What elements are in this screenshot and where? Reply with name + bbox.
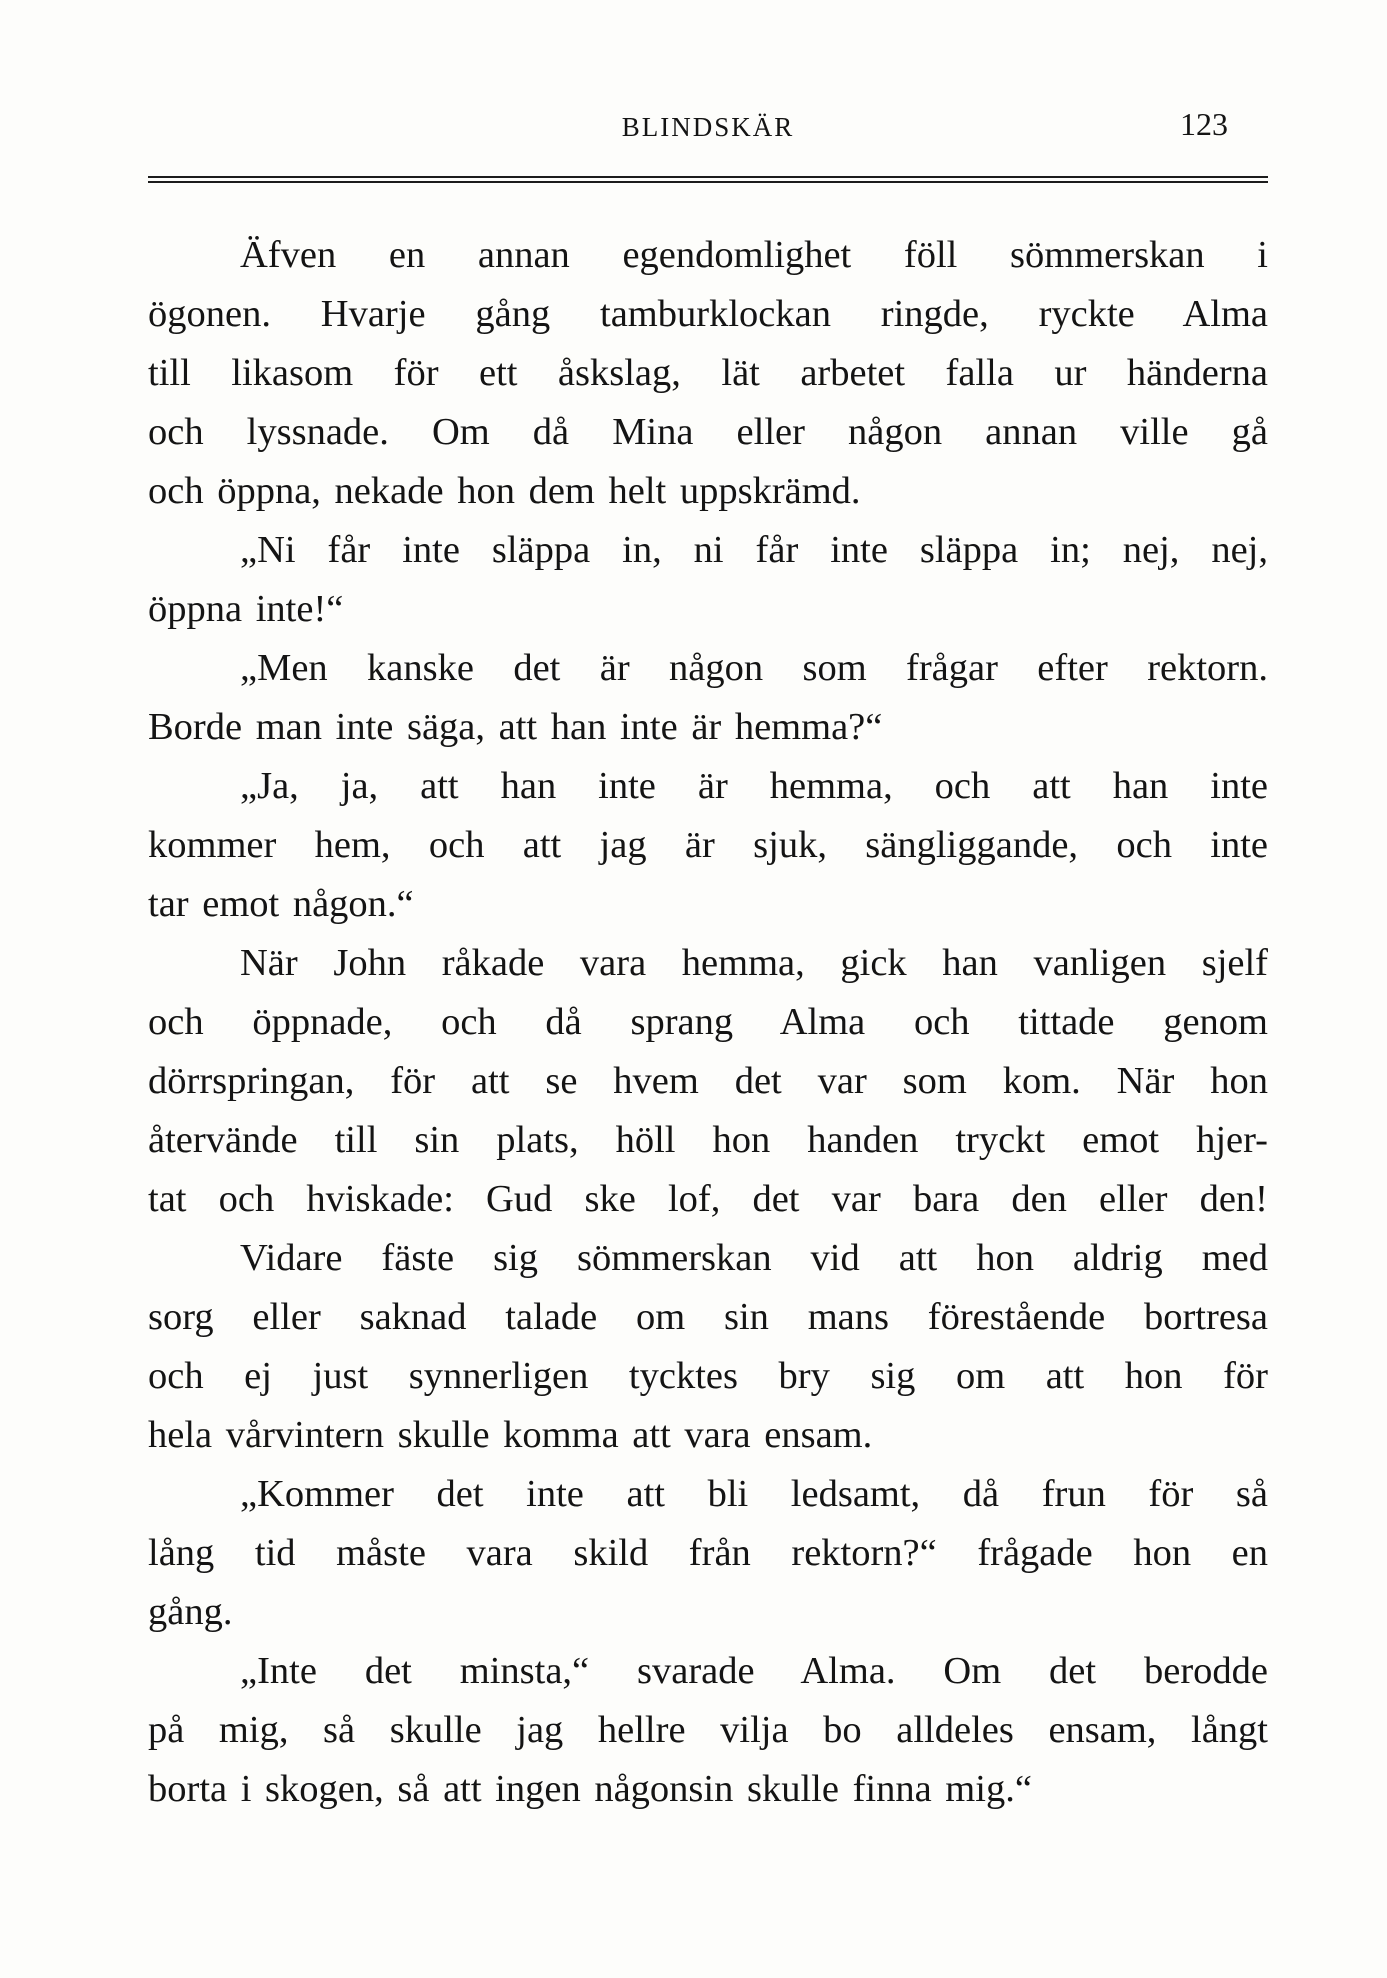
text-line: Borde man inte säga, att han inte är hemma?“ (148, 706, 883, 748)
text-line: hela vårvintern skulle komma att vara ensam. (148, 1414, 873, 1456)
text-line: „Men kanske det är någon som frågar efter rektorn. (240, 647, 1268, 689)
text-line: till likasom för ett åskslag, lät arbetet falla ur händerna (148, 352, 1268, 394)
text-line: Äfven en annan egendomlighet föll sömmerskan i (240, 234, 1268, 276)
text-line: tat och hviskade: Gud ske lof, det var bara den eller den! (148, 1178, 1268, 1220)
paragraph-2 (148, 521, 1268, 639)
text-line: och ej just synnerligen tycktes bry sig om att hon för (148, 1355, 1268, 1397)
text-line: „Ja, ja, att han inte är hemma, och att han inte (240, 765, 1268, 807)
running-head (148, 104, 1268, 154)
header-double-rule (148, 176, 1268, 184)
text-line: återvände till sin plats, höll hon handen tryckt emot hjer- (148, 1119, 1268, 1161)
text-line: „Kommer det inte att bli ledsamt, då frun för så (240, 1473, 1268, 1515)
page-number: 123 (1180, 106, 1228, 142)
text-line: och öppna, nekade hon dem helt uppskrämd. (148, 470, 861, 512)
paragraph-6 (148, 1229, 1268, 1465)
text-line: Vidare fäste sig sömmerskan vid att hon aldrig med (240, 1237, 1268, 1279)
text-line: „Inte det minsta,“ svarade Alma. Om det berodde (240, 1650, 1268, 1692)
text-line: borta i skogen, så att ingen någonsin skulle finna mig.“ (148, 1768, 1032, 1810)
body-text (148, 226, 1268, 1819)
paragraph-5 (148, 934, 1268, 1229)
text-line: tar emot någon.“ (148, 883, 414, 925)
paragraph-8 (148, 1642, 1268, 1819)
paragraph-4 (148, 757, 1268, 934)
text-line: dörrspringan, för att se hvem det var som kom. När hon (148, 1060, 1268, 1102)
paragraph-1 (148, 226, 1268, 521)
paragraph-3 (148, 639, 1268, 757)
text-line: öppna inte!“ (148, 588, 344, 630)
text-line: och lyssnade. Om då Mina eller någon annan ville gå (148, 411, 1268, 453)
text-line: ögonen. Hvarje gång tamburklockan ringde, ryckte Alma (148, 293, 1268, 335)
text-line: och öppnade, och då sprang Alma och tittade genom (148, 1001, 1268, 1043)
text-line: lång tid måste vara skild från rektorn?“ frågade hon en (148, 1532, 1268, 1574)
running-title: BLINDSKÄR (621, 112, 795, 142)
text-line: „Ni får inte släppa in, ni får inte släppa in; nej, nej, (240, 529, 1268, 571)
paragraph-7 (148, 1465, 1268, 1642)
text-line: kommer hem, och att jag är sjuk, sängliggande, och inte (148, 824, 1268, 866)
text-line: på mig, så skulle jag hellre vilja bo alldeles ensam, långt (148, 1709, 1268, 1751)
text-line: sorg eller saknad talade om sin mans förestående bortresa (148, 1296, 1268, 1338)
text-line: gång. (148, 1591, 233, 1633)
text-line: När John råkade vara hemma, gick han vanligen sjelf (240, 942, 1268, 984)
